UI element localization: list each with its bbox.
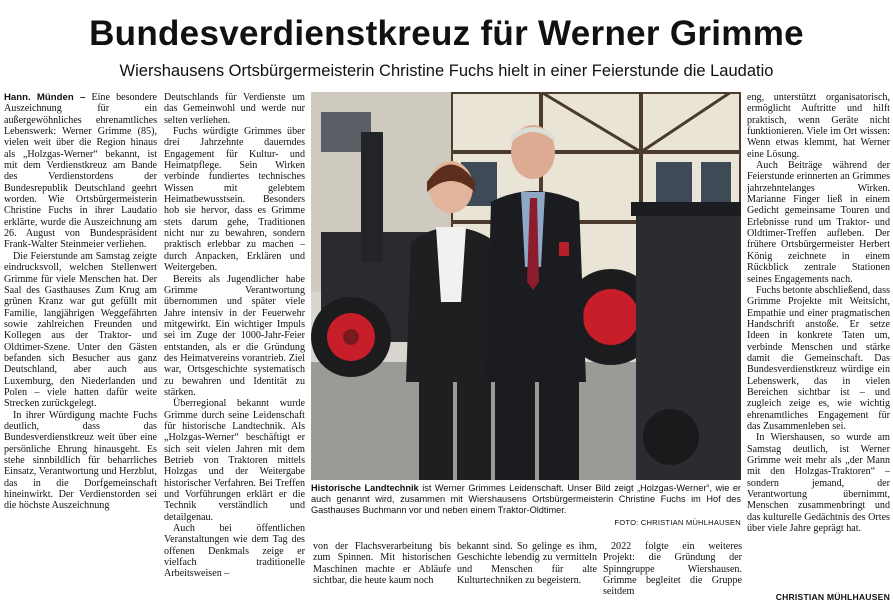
dateline: Hann. Münden – <box>4 92 86 103</box>
text-column-4-bottom: bekannt sind. So gelinge es ihm, Geschichte lebendig zu vermitteln und Menschen für alte Kulturtechniken zu begeistern. <box>457 541 597 587</box>
photo-credit: FOTO: CHRISTIAN MÜHLHAUSEN <box>614 518 741 527</box>
paragraph: Fuchs betonte abschließend, dass Grimme Projekte mit Weitsicht, Empathie und einer pragmatischen Handschrift anstoße. Er setze Ideen in konkrete Taten um, verbinde Menschen und stärke damit die Gemeinschaft. Das Bundesverdienstkreuz würdige ein Lebenswerk, das in vielen Bereichen sichtbar ist – und zugleich zeige es, wie wichtig ehrenamtliches Engagement für das Zusammenleben sei. <box>747 284 890 432</box>
text-column-3-bottom: von der Flachsverarbeitung bis zum Spinnen. Mit historischen Maschinen machte er Abläufe sichtbar, die heute kaum noch <box>313 541 451 587</box>
photo-caption <box>311 483 741 517</box>
paragraph-text: Eine besondere Auszeichnung für ein außergewöhnliches ehrenamtliches Lebenswerk: Werner Grimme (85), vielen weit über die Region hinaus als „Holzgas-Werner“ bekannt, ist mit dem Verdienstkreuz am Bande des Verdienstordens der Bundesrepublik Deutschland geehrt worden. Wie Ortsbürgermeisterin Christine Fuchs in ihrer Laudatio erklärte, wurde die Auszeichnung am 26. August von Bundespräsident Frank-Walter Steinmeier verliehen. <box>4 92 157 251</box>
text-column-5-bottom: 2022 folgte ein weiteres Projekt: die Gründung der Spinngruppe Wiershausen. Grimme begleitet die Gruppe seitdem <box>603 541 742 598</box>
paragraph: Überregional bekannt wurde Grimme durch seine Leidenschaft für historische Landtechnik. Als „Holzgas-Werner“ beschäftigt er sich seit vielen Jahren mit dem Betrieb von Traktoren mittels Holzgas und der Weitergabe historischer Verfahren. Bei Treffen und Vorführungen erklärt er die Technik verständlich und detailgenau. <box>164 398 305 523</box>
article-subheadline: Wiershausens Ortsbürgermeisterin Christine Fuchs hielt in einer Feierstunde die Laudatio <box>119 62 774 80</box>
paragraph: Auch bei öffentlichen Veranstaltungen wie dem Tag des offenen Denkmals zeige er vielfach traditionelle Arbeitsweisen – <box>164 523 305 580</box>
author-byline: CHRISTIAN MÜHLHAUSEN <box>775 592 890 602</box>
text-column-2 <box>164 92 305 598</box>
text-column-1 <box>4 92 157 598</box>
paragraph: Die Feierstunde am Samstag zeigte eindrucksvoll, welchen Stellenwert Grimme für viele Menschen hat. Der Saal des Gasthauses Zum Krug am grünen Kranz war gut gefüllt mit Familie, langjährigen Weggefährten sowie zahlreichen Freunden und Kollegen aus der Traktor- und Oldtimer-Szene. Unter den Gästen befanden sich Besucher aus ganz Deutschland, aber auch aus Luxemburg, den Niederlanden und Polen – viele hatten dafür weite Strecken zurückgelegt. <box>4 250 157 410</box>
paragraph: Deutschlands für Verdienste um das Gemeinwohl und werde nur selten verliehen. <box>164 92 305 126</box>
paragraph: In ihrer Würdigung machte Fuchs deutlich, dass das Bundesverdienstkreuz weit über eine persönliche Ehrung hinausgeht. Es stehe sinnbildlich für beharrliches Einsatz, Verantwortung und Herzblut, das in die Dorfgemeinschaft hineinwirkt. Der Verdienstorden sei die höchste Auszeichnung <box>4 409 157 512</box>
paragraph <box>4 92 157 251</box>
paragraph: Bereits als Jugendlicher habe Grimme Verantwortung übernommen und später viele Jahre intensiv in der Feuerwehr mitgewirkt. Ein wichtiger Impuls sei im Zuge der 1000-Jahr-Feier entstanden, als er die Gründung des Heimatvereins vorantrieb. Ziel war, Ortsgeschichte systematisch zu bewahren und Identität zu stärken. <box>164 273 305 398</box>
article-headline: Bundesverdienstkreuz für Werner Grimme <box>89 14 804 53</box>
paragraph: In Wiershausen, so wurde am Samstag deutlich, ist Werner Grimme weit mehr als „der Mann mit den Holzgas-Traktoren“ – sondern jemand, der Verantwortung übernimmt, Menschen zusammenbringt und das kulturelle Gedächtnis des Ortes über viele Jahre geprägt hat. <box>747 432 890 535</box>
caption-lead: Historische Landtechnik <box>311 483 419 493</box>
paragraph: Fuchs würdigte Grimmes über drei Jahrzehnte dauerndes Engagement für Kultur- und Heimatpflege. Sein Wirken verbinde fundiertes technisches Wissen mit gelebtem Heimatbewusstsein. Besonders hob sie hervor, dass es Grimme stets darum gehe, Traditionen nicht nur zu bewahren, sondern praktisch erlebbar zu machen – durch Anpacken, Erklären und Weitergeben. <box>164 126 305 274</box>
article-photo <box>311 92 741 480</box>
text-column-6 <box>747 92 890 598</box>
caption-text: ist Werner Grimmes Leidenschaft. Unser Bild zeigt „Holzgas-Werner“, wie er auch genannt wird, zusammen mit Wiershausens Ortsbürgermeisterin Christine Fuchs im Hof des Gasthauses Buchmann vor und neben einem Traktor-Oldtimer. <box>311 483 741 516</box>
paragraph: Auch Beiträge während der Feierstunde erinnerten an Grimmes jahrzehntelanges Wirken. Marianne Finger ließ in einem Gedicht gemeinsame Touren und Erlebnisse rund um Traktor- und Oldtimer-Treffen aufleben. Der frühere Ortsbürgermeister Herbert König zeichnete in einem Rückblick zentrale Stationen seines Engagements nach. <box>747 160 890 285</box>
photo-illustration <box>311 92 741 480</box>
paragraph: eng, unterstützt organisatorisch, ermöglicht Auftritte und hilft praktisch, wenn Geräte nicht funktionieren. Viele im Ort wissen: Wenn etwas klemmt, hat Werner eine Lösung. <box>747 92 890 160</box>
